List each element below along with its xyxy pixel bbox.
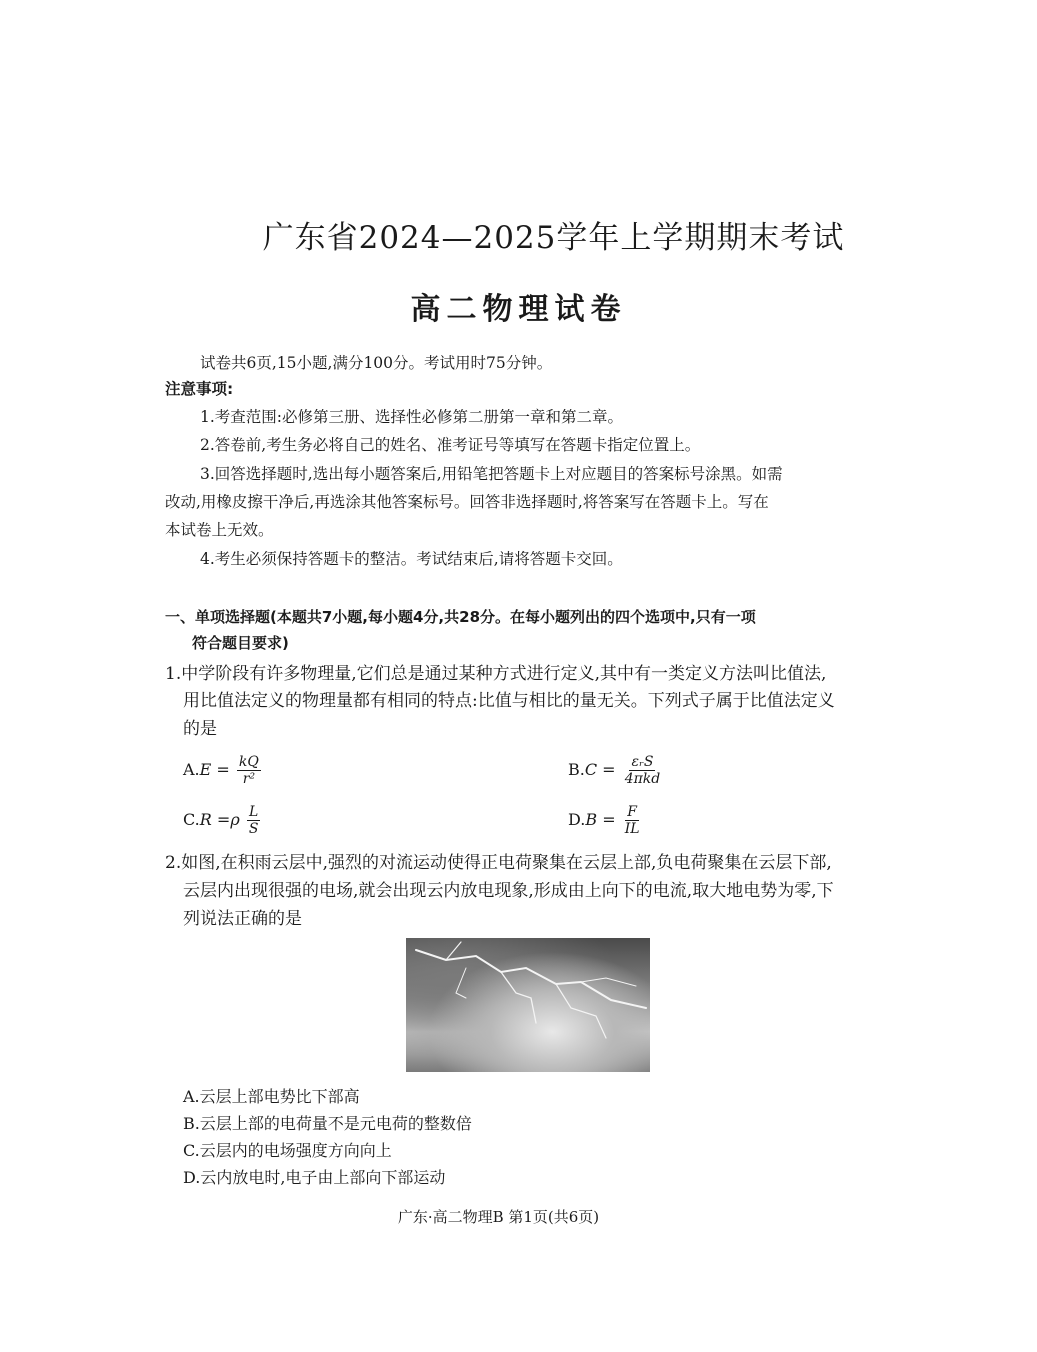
q1-option-a: A.E = $\frac{kQ}{\text{r²}}$	[183, 754, 259, 787]
q1-stem-line3: 的是	[183, 719, 217, 739]
q2-stem-line1: 2.如图,在积雨云层中,强烈的对流运动使得正电荷聚集在云层上部,负电荷聚集在云层下部,	[165, 853, 832, 873]
thundercloud-image	[406, 938, 650, 1072]
q2-stem-line2: 云层内出现很强的电场,就会出现云内放电现象,形成由上向下的电流,取大地电势为零,下	[183, 881, 834, 901]
q1-stem-line1: 1.中学阶段有许多物理量,它们总是通过某种方式进行定义,其中有一类定义方法叫比值法,	[165, 664, 827, 684]
q1-stem-line2: 用比值法定义的物理量都有相同的特点:比值与相比的量无关。下列式子属于比值法定义	[183, 691, 835, 711]
page-footer: 广东·高二物理B 第1页(共6页)	[397, 1208, 600, 1226]
exam-summary: 试卷共6页,15小题,满分100分。考试用时75分钟。	[200, 354, 553, 372]
exam-subtitle: 高二物理试卷	[410, 292, 627, 327]
notice-item-3-cont2: 本试卷上无效。	[165, 521, 274, 539]
q1-option-d: D.B = $\frac{F}{IL}$	[568, 804, 640, 837]
q1-option-b: B.C = $\frac{\text{εᵣS}}{\text{4πkd}}$	[568, 754, 661, 787]
section-heading-cont: 符合题目要求)	[192, 634, 289, 652]
section-heading: 一、单项选择题(本题共7小题,每小题4分,共28分。在每小题列出的四个选项中,只有一项	[165, 608, 756, 626]
notice-heading: 注意事项:	[165, 380, 234, 398]
notice-item-4: 4.考生必须保持答题卡的整洁。考试结束后,请将答题卡交回。	[200, 550, 623, 568]
lightning-icon	[406, 938, 650, 1072]
notice-item-1: 1.考查范围:必修第三册、选择性必修第二册第一章和第二章。	[200, 408, 624, 426]
q2-option-d: D.云内放电时,电子由上部向下部运动	[183, 1168, 446, 1187]
q2-option-a: A.云层上部电势比下部高	[183, 1087, 360, 1106]
notice-item-3: 3.回答选择题时,选出每小题答案后,用铅笔把答题卡上对应题目的答案标号涂黑。如需	[200, 465, 783, 483]
q2-option-c: C.云层内的电场强度方向向上	[183, 1141, 392, 1160]
notice-item-2: 2.答卷前,考生务必将自己的姓名、准考证号等填写在答题卡指定位置上。	[200, 436, 701, 454]
q1-option-c: C.R =ρ $\frac{L}{S}$	[183, 804, 259, 837]
exam-title: 广东省2024—2025学年上学期期末考试	[262, 220, 845, 256]
q2-stem-line3: 列说法正确的是	[183, 909, 302, 929]
q2-option-b: B.云层上部的电荷量不是元电荷的整数倍	[183, 1114, 472, 1133]
notice-item-3-cont: 改动,用橡皮擦干净后,再选涂其他答案标号。回答非选择题时,将答案写在答题卡上。写在	[165, 493, 769, 511]
